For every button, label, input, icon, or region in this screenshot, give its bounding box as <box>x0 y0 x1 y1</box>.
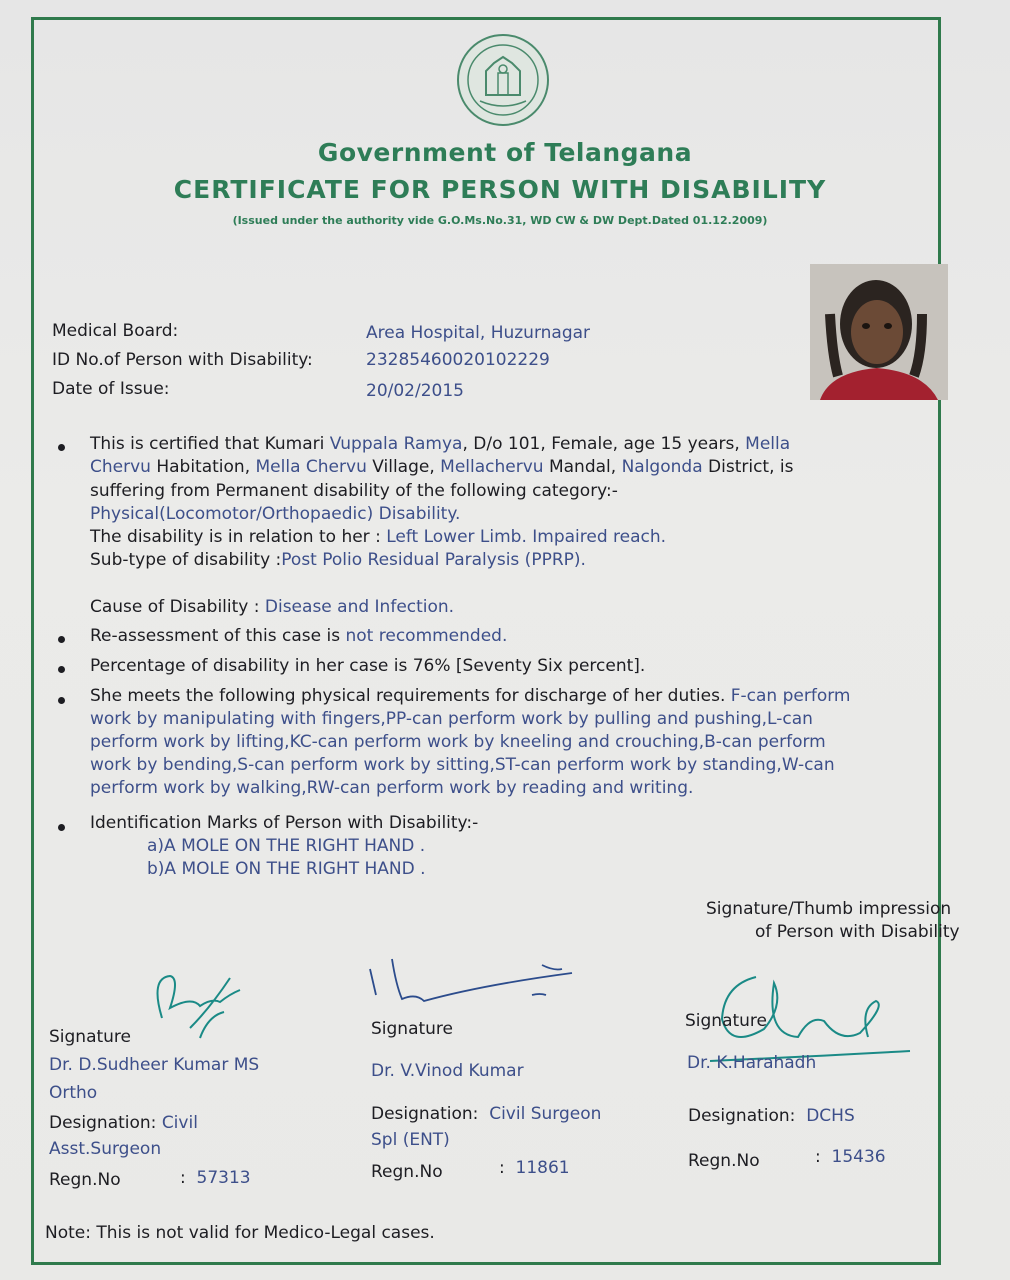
signatory-2-regn-label: Regn.No <box>371 1162 443 1182</box>
thumb-impression-label-1: Signature/Thumb impression <box>706 899 952 919</box>
bullet <box>58 666 65 673</box>
id-label: ID No.of Person with Disability: <box>52 350 313 370</box>
signatory-3-signature-label: Signature <box>685 1011 768 1031</box>
bullet <box>58 824 65 831</box>
government-heading: Government of Telangana <box>317 138 693 167</box>
signatory-1-regn-label: Regn.No <box>49 1170 121 1190</box>
identification-mark-a: a)A MOLE ON THE RIGHT HAND . <box>147 836 426 856</box>
percentage-line: Percentage of disability in her case is 76% [Seventy Six percent]. <box>90 656 646 676</box>
medical-board-value: Area Hospital, Huzurnagar <box>366 323 591 343</box>
bullet <box>58 697 65 704</box>
signatory-2-signature-label: Signature <box>371 1019 454 1039</box>
signatory-3-regn: : 15436 <box>815 1147 886 1167</box>
relation-line: The disability is in relation to her : Left Lower Limb. Impaired reach. <box>90 527 667 547</box>
bullet <box>58 636 65 643</box>
signatory-1-name: Dr. D.Sudheer Kumar MS <box>49 1055 260 1075</box>
state-emblem-icon <box>456 33 550 127</box>
reassessment-line: Re-assessment of this case is not recommended. <box>90 626 508 646</box>
subtype-line: Sub-type of disability :Post Polio Residual Paralysis (PPRP). <box>90 550 586 570</box>
certified-line-3: suffering from Permanent disability of the following category:- <box>90 481 618 501</box>
requirements-line-4: work by bending,S-can perform work by sitting,ST-can perform work by standing,W-can <box>90 755 835 775</box>
signatory-2-designation-2: Spl (ENT) <box>371 1130 450 1150</box>
signatory-3-regn-label: Regn.No <box>688 1151 760 1171</box>
signatory-2-designation: Designation: Civil Surgeon <box>371 1104 602 1124</box>
signatory-3-designation: Designation: DCHS <box>688 1106 855 1126</box>
id-value: 23285460020102229 <box>366 350 550 370</box>
signature-2-scribble <box>362 955 592 1015</box>
requirements-line-5: perform work by walking,RW-can perform work by reading and writing. <box>90 778 694 798</box>
identification-marks-label: Identification Marks of Person with Disability:- <box>90 813 479 833</box>
certified-line-1: This is certified that Kumari Vuppala Ramya, D/o 101, Female, age 15 years, Mella <box>90 434 791 454</box>
signatory-1-regn: : 57313 <box>180 1168 251 1188</box>
requirements-line-2: work by manipulating with fingers,PP-can perform work by pulling and pushing,L-can <box>90 709 813 729</box>
certified-line-2: Chervu Habitation, Mella Chervu Village, Mellachervu Mandal, Nalgonda District, is <box>90 457 794 477</box>
signatory-3-name: Dr. K.Harahadh <box>687 1053 817 1073</box>
signatory-1-name-2: Ortho <box>49 1083 98 1103</box>
cause-line: Cause of Disability : Disease and Infection. <box>90 597 455 617</box>
legal-note: Note: This is not valid for Medico-Legal cases. <box>45 1223 435 1243</box>
identification-mark-b: b)A MOLE ON THE RIGHT HAND . <box>147 859 426 879</box>
signatory-2-name: Dr. V.Vinod Kumar <box>371 1061 524 1081</box>
medical-board-label: Medical Board: <box>52 321 179 341</box>
signatory-1-signature-label: Signature <box>49 1027 132 1047</box>
signatory-2-regn: : 11861 <box>499 1158 570 1178</box>
thumb-impression-label-2: of Person with Disability <box>755 922 960 942</box>
authority-subtitle: (Issued under the authority vide G.O.Ms.No.31, WD CW & DW Dept.Dated 01.12.2009) <box>232 214 768 227</box>
certificate-title: CERTIFICATE FOR PERSON WITH DISABILITY <box>173 175 827 204</box>
disability-category: Physical(Locomotor/Orthopaedic) Disability. <box>90 504 461 524</box>
requirements-line-1: She meets the following physical requirements for discharge of her duties. F-can perform <box>90 686 851 706</box>
person-photo <box>810 264 948 400</box>
signatory-1-designation: Designation: Civil <box>49 1113 198 1133</box>
requirements-line-3: perform work by lifting,KC-can perform work by kneeling and crouching,B-can perform <box>90 732 826 752</box>
date-value: 20/02/2015 <box>366 381 464 401</box>
signature-1-scribble <box>140 968 250 1048</box>
signatory-1-designation-2: Asst.Surgeon <box>49 1139 162 1159</box>
bullet <box>58 444 65 451</box>
date-label: Date of Issue: <box>52 379 170 399</box>
